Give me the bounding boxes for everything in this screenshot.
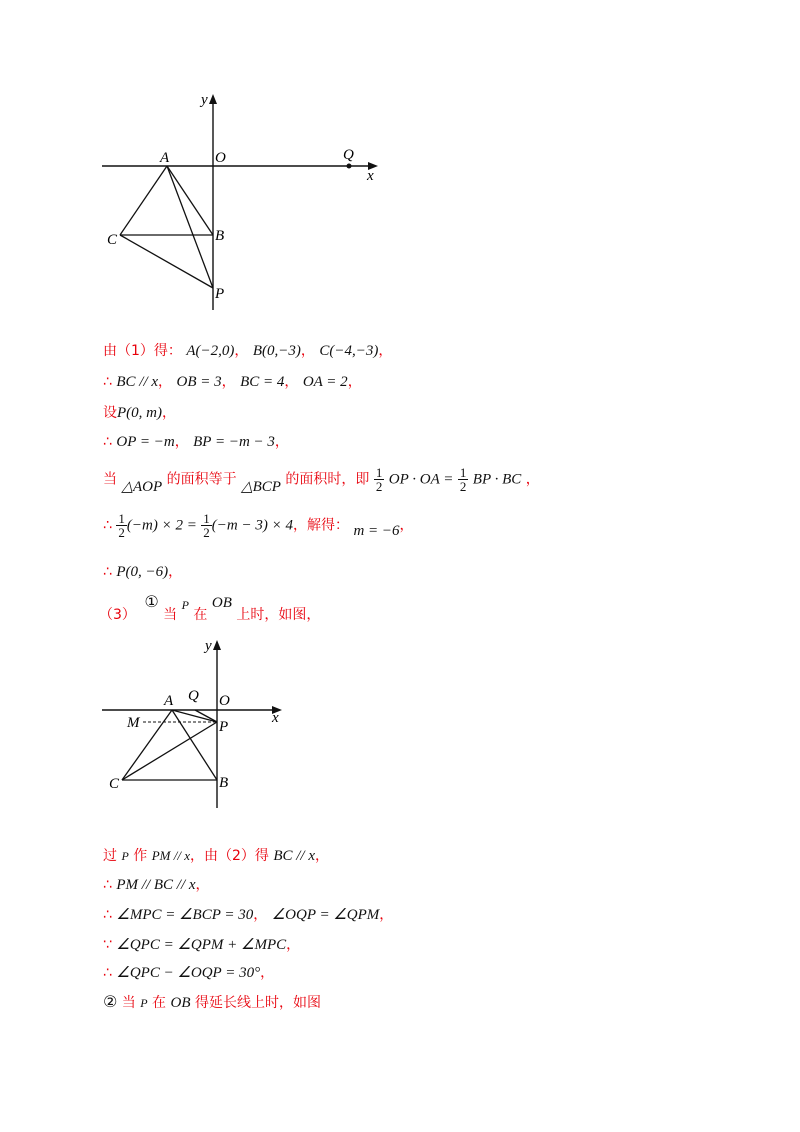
expr-bp-bc: BP · BC <box>472 471 522 488</box>
text-on: 在 <box>152 995 167 1011</box>
solution-line-5: 当 △AOP 的面积等于 △BCP 的面积时，即 $\frac{1}{2}$ OP · OA = $\frac{1}{2}$ BP · BC ， <box>103 465 540 495</box>
solution-line-12: ∵ ∠QPC = ∠QPM + ∠MPC， <box>103 937 301 953</box>
solution-line-6: ∴ $\frac{1}{2}$ (−m) × 2 = $\frac{1}{2}$ (−m − 3) × 4，解得： m = −6， <box>103 511 414 540</box>
expr-bc-parallel: BC // x <box>116 374 159 390</box>
label-P: P <box>215 286 225 302</box>
coord-C: C(−4,−3) <box>319 343 379 359</box>
label-O: O <box>219 693 230 709</box>
text-draw: 作 <box>133 848 148 864</box>
therefore-symbol: ∴ <box>103 907 112 923</box>
label-C: C <box>109 776 120 792</box>
therefore-symbol: ∴ <box>103 517 112 534</box>
solution-line-4: ∴ OP = −m， BP = −m − 3， <box>103 434 289 450</box>
segment-CP <box>120 235 213 288</box>
fraction-half: $\frac{1}{2}$ <box>118 511 125 540</box>
expr-bc: BC = 4 <box>240 374 285 390</box>
figure-2-coordinate-diagram <box>95 632 295 812</box>
segment-QP <box>195 710 217 722</box>
part-number-3: （3） <box>99 607 136 623</box>
text-on-ob-as-figure: 上时，如图， <box>236 607 321 623</box>
expr-angle-diff: ∠QPC − ∠OQP = 30° <box>116 965 261 981</box>
text-through: 过 <box>103 848 117 864</box>
expr-pm-parallel: PM // x <box>151 848 190 863</box>
expr-angle-oqp: ∠OQP = ∠QPM <box>271 907 380 923</box>
label-B: B <box>219 775 229 791</box>
label-y: y <box>205 638 212 654</box>
text-when: 当 <box>121 995 136 1011</box>
symbol-P: P <box>121 849 129 863</box>
expr-op-oa: OP · OA = <box>388 471 454 488</box>
label-Q: Q <box>188 688 199 704</box>
y-axis-arrow <box>213 640 221 650</box>
point-Q <box>347 164 352 169</box>
fraction-half: $\frac{1}{2}$ <box>375 465 383 494</box>
solution-line-14 <box>103 992 321 1012</box>
expr-angle-mpc: ∠MPC = ∠BCP = 30 <box>116 907 254 923</box>
expr-m-value: m = −6 <box>353 522 400 539</box>
label-P: P <box>219 719 229 735</box>
text-when: 当 <box>163 607 178 623</box>
label-x: x <box>367 168 374 184</box>
because-symbol: ∵ <box>103 937 112 953</box>
solution-line-2: ∴ BC // x， OB = 3， BC = 4， OA = 2， <box>103 374 362 390</box>
text-area-equals: 的面积等于 <box>166 471 237 488</box>
label-A: A <box>160 150 170 166</box>
solution-line-7: ∴ P(0, −6)， <box>103 564 183 580</box>
case-2-marker: ② <box>103 992 118 1011</box>
case-1-marker: ① <box>144 592 159 611</box>
expr-p-result: P(0, −6) <box>116 564 169 580</box>
coord-A: A(−2,0) <box>186 343 235 359</box>
label-B: B <box>215 228 225 244</box>
label-M: M <box>127 715 140 731</box>
symbol-P: P <box>140 996 148 1010</box>
expr-op: OP = −m <box>116 434 175 450</box>
solution-line-8 <box>99 592 321 623</box>
solution-line-1: 由（1）得： A(−2,0)， B(0,−3)， C(−4,−3)， <box>103 343 393 359</box>
therefore-symbol: ∴ <box>103 374 112 390</box>
label-C: C <box>107 232 118 248</box>
label-O: O <box>215 150 226 166</box>
expr-pm-bc-x: PM // BC // x <box>116 877 196 893</box>
text-solve: ，解得： <box>292 517 349 534</box>
text-area-when: 的面积时，即 <box>285 471 370 488</box>
expr-ob: OB = 3 <box>176 374 222 390</box>
segment-AP <box>167 166 213 288</box>
solution-line-10: ∴ PM // BC // x， <box>103 877 210 893</box>
text-extension-as-figure: 得延长线上时，如图 <box>194 995 321 1011</box>
segment-AC <box>120 166 167 235</box>
coord-B: B(0,−3) <box>252 343 301 359</box>
expr-bp: BP = −m − 3 <box>193 434 275 450</box>
therefore-symbol: ∴ <box>103 434 112 450</box>
fraction-half: $\frac{1}{2}$ <box>203 511 210 540</box>
label-Q: Q <box>343 147 354 163</box>
text-on: 在 <box>193 607 208 623</box>
expr-bc-parallel: BC // x <box>273 848 316 864</box>
triangle-bcp: △BCP <box>241 478 281 495</box>
text-from-part2: ，由（2）得 <box>189 848 269 864</box>
expr-oa: OA = 2 <box>302 374 348 390</box>
triangle-aop: △AOP <box>121 478 163 495</box>
label-A: A <box>164 693 174 709</box>
symbol-OB: OB <box>211 595 232 611</box>
therefore-symbol: ∴ <box>103 877 112 893</box>
segment-AB <box>167 166 213 235</box>
text-when: 当 <box>103 471 117 488</box>
symbol-P: P <box>181 598 189 612</box>
text-from-part1: 由（1）得： <box>103 343 182 359</box>
solution-line-13: ∴ ∠QPC − ∠OQP = 30°， <box>103 965 275 981</box>
expr-right: (−m − 3) × 4 <box>211 517 293 534</box>
y-axis-arrow <box>209 94 217 104</box>
solution-line-11: ∴ ∠MPC = ∠BCP = 30， ∠OQP = ∠QPM， <box>103 907 394 923</box>
solution-line-9: 过 P 作 PM // x，由（2）得 BC // x， <box>103 848 330 864</box>
therefore-symbol: ∴ <box>103 965 112 981</box>
solution-line-3: 设P(0, m)， <box>103 405 176 421</box>
text-let: 设 <box>103 405 117 421</box>
figure-1-coordinate-diagram <box>95 85 395 320</box>
symbol-OB: OB <box>170 995 191 1011</box>
label-y: y <box>201 92 208 108</box>
fraction-half: $\frac{1}{2}$ <box>459 465 467 494</box>
therefore-symbol: ∴ <box>103 564 112 580</box>
expr-p-coord: P(0, m) <box>117 405 162 421</box>
expr-angle-qpc-sum: ∠QPC = ∠QPM + ∠MPC <box>116 937 287 953</box>
label-x: x <box>272 710 279 726</box>
expr-left: (−m) × 2 = <box>126 517 197 534</box>
